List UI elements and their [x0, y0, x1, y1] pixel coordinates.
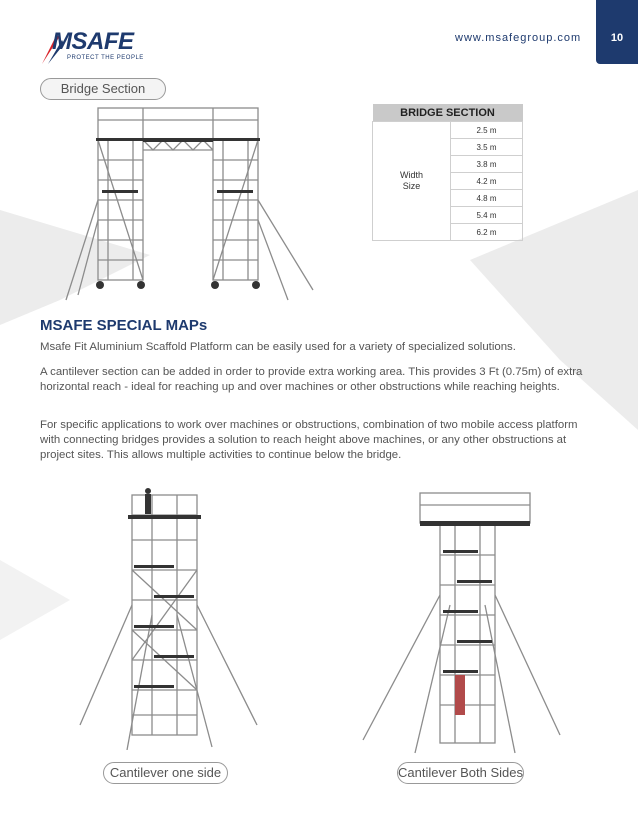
table-cell-width: 2.5 m	[451, 122, 523, 139]
paragraph-intro: Msafe Fit Aluminium Scaffold Platform can be easily used for a variety of specialized solutions.	[40, 341, 516, 353]
bridge-section-label: Bridge Section	[40, 78, 166, 100]
table-cell-width: 6.2 m	[451, 224, 523, 241]
table-title: BRIDGE SECTION	[373, 104, 523, 122]
paragraph-bridge: For specific applications to work over machines or obstructions, combination of two mobile access platform with connecting bridges provides a solution to reach height above machines, or any other obstructions at project sites. This allows multiple activities to continue below the bridge.	[40, 419, 578, 461]
logo-text: MSAFE	[52, 28, 134, 55]
width-label: Width	[399, 170, 423, 180]
caption-cantilever-both-sides: Cantilever Both Sides	[397, 762, 524, 784]
cantilever-both-sides-image	[355, 485, 565, 755]
section-heading: MSAFE SPECIAL MAPs	[40, 317, 208, 334]
size-label: Size	[402, 181, 421, 191]
caption-cantilever-one-side: Cantilever one side	[103, 762, 228, 784]
logo-tagline: PROTECT THE PEOPLE	[67, 55, 144, 61]
table-cell-width: 5.4 m	[451, 207, 523, 224]
bridge-scaffold-image	[58, 100, 328, 315]
paragraph-cantilever: A cantilever section can be added in order to provide extra working area. This provides 3 Ft (0.75m) of extra horizontal reach - ideal for reaching up and over machines or other obstructions while reaching heights.	[40, 366, 583, 393]
bridge-section-table	[372, 104, 523, 241]
table-cell-width: 3.8 m	[451, 156, 523, 173]
table-cell-width: 4.2 m	[451, 173, 523, 190]
page-number: 10	[610, 32, 624, 44]
table-cell-width: 3.5 m	[451, 139, 523, 156]
table-cell-width: 4.8 m	[451, 190, 523, 207]
website-url[interactable]: www.msafegroup.com	[455, 32, 582, 44]
width-size-label	[373, 122, 451, 241]
cantilever-one-side-image	[72, 485, 272, 750]
page-number-tab	[596, 0, 638, 64]
